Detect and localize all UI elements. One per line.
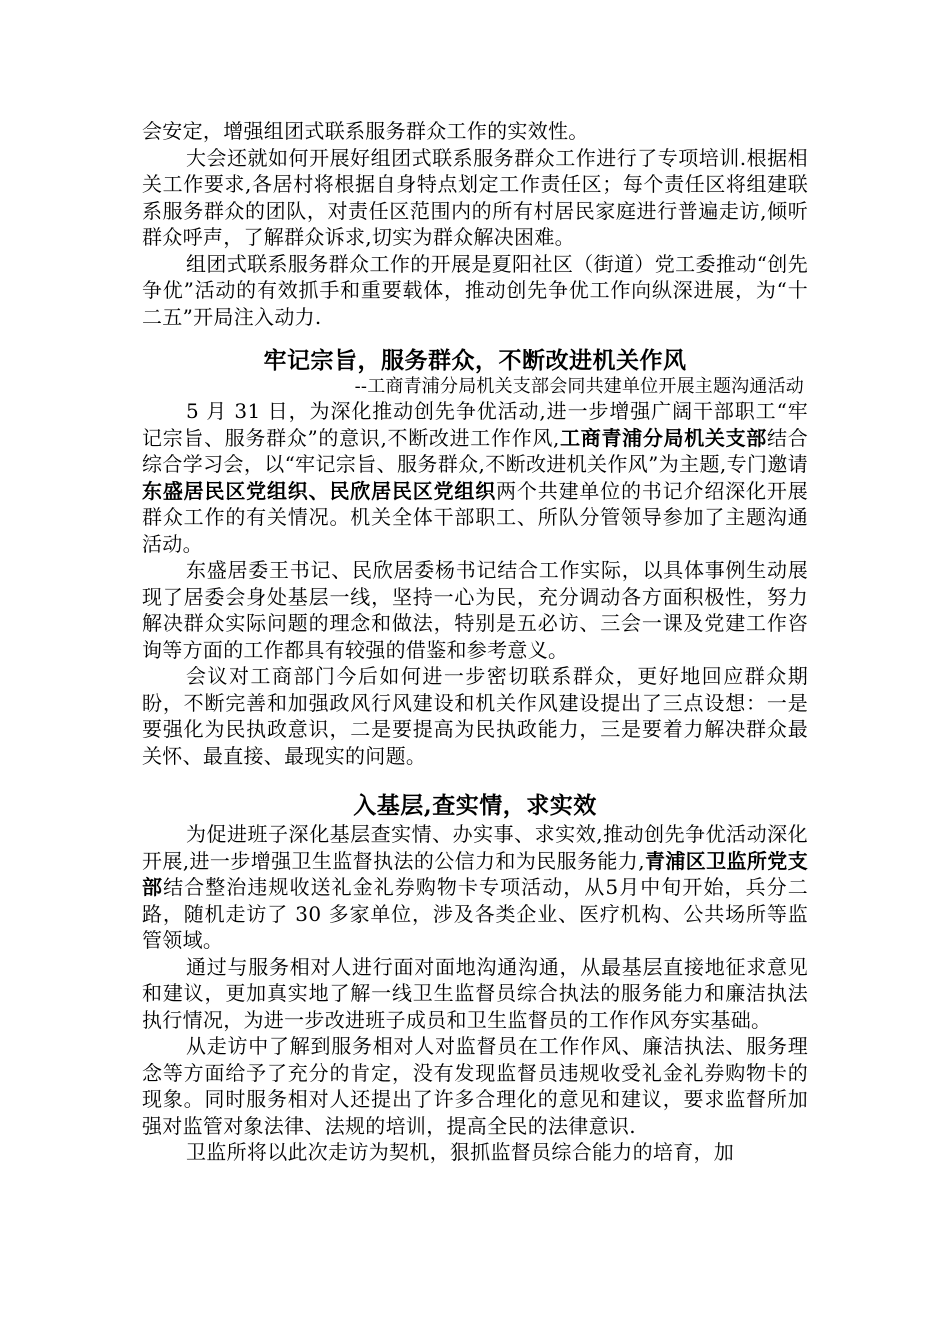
text-run: 5 月 31 日，为深化推动创先争优活动,进一步增强广阔干部职工“牢记宗旨、服务群众”的意识,不断改进工作作风, (142, 399, 808, 450)
paragraph: 会安定，增强组团式联系服务群众工作的实效性。 (142, 119, 589, 143)
article-jiguan-zuofeng (142, 346, 808, 769)
paragraph: 组团式联系服务群众工作的开展是夏阳社区（街道）党工委推动“创先争优”活动的有效抓手和重要载体，推动创先争优工作向纵深进展，为“十二五”开局注入动力. (142, 251, 808, 329)
paragraph: 会议对工商部门今后如何进一步密切联系群众，更好地回应群众期盼，不断完善和加强政风行风建设和机关作风建设提出了三点设想：一是要强化为民执政意识，二是要提高为民执政能力，三是要着力解决群众最关怀、最直接、最现实的问题。 (142, 664, 808, 768)
paragraph: 从走访中了解到服务相对人对监督员在工作作风、廉洁执法、服务理念等方面给予了充分的肯定，没有发现监督员违规收受礼金礼券购物卡的现象。同时服务相对人还提出了许多合理化的意见和建议，要求监督所加强对监管对象法律、法规的培训，提高全民的法律意识. (142, 1034, 808, 1138)
paragraph: 卫监所将以此次走访为契机，狠抓监督员综合能力的培育，加 (186, 1140, 735, 1164)
bold-org-name: 东盛居民区党组织、民欣居民区党组织 (142, 478, 497, 503)
paragraph: 通过与服务相对人进行面对面地沟通沟通，从最基层直接地征求意见和建议，更加真实地了解一线卫生监督员综合执法的服务能力和廉洁执法执行情况，为进一步改进班子成员和卫生监督员的工作作风夯实基础。 (142, 954, 808, 1032)
paragraph (142, 821, 808, 954)
text-run: 两个共建单位的书记介绍深化开展群众工作的有关情况。机关全体干部职工、所队分管领导参加了主题沟通活动。 (142, 478, 808, 556)
text-run: 为促进班子深化基层查实情、办实事、求实效,推动创先争优活动深化开展,进一步增强卫生监督执法的公信力和为民服务能力, (142, 822, 808, 873)
article-ru-jiceng (142, 791, 808, 1166)
text-run: 结合整治违规收送礼金礼券购物卡专项活动，从5月中旬开始，兵分二路，随机走访了 30 多家单位，涉及各类企业、医疗机构、公共场所等监管领域。 (142, 875, 808, 952)
paragraph: 大会还就如何开展好组团式联系服务群众工作进行了专项培训.根据相关工作要求,各居村将根据自身特点划定工作责任区；每个责任区将组建联系服务群众的团队，对责任区范围内的所有村居民家庭进行普遍走访,倾听群众呼声，了解群众诉求,切实为群众解决困难。 (142, 145, 808, 249)
text-run: 结合综合学习会，以“牢记宗旨、服务群众,不断改进机关作风”为主题,专门邀请 (142, 425, 808, 476)
article-title: 入基层,查实情，求实效 (353, 792, 597, 819)
previous-article-tail (142, 118, 808, 330)
bold-org-name: 工商青浦分局机关支部 (559, 425, 767, 450)
article-title: 牢记宗旨，服务群众，不断改进机关作风 (263, 347, 687, 374)
paragraph (142, 398, 808, 557)
article-subtitle: --工商青浦分局机关支部会同共建单位开展主题沟通活动 (354, 376, 804, 397)
paragraph: 东盛居委王书记、民欣居委杨书记结合工作实际，以具体事例生动展现了居委会身处基层一线，坚持一心为民，充分调动各方面积极性，努力解决群众实际问题的理念和做法，特别是五必访、三会一课及党建工作咨询等方面的工作都具有较强的借鉴和参考意义。 (142, 558, 808, 662)
bold-org-name: 青浦区卫监所党支部 (142, 848, 809, 899)
